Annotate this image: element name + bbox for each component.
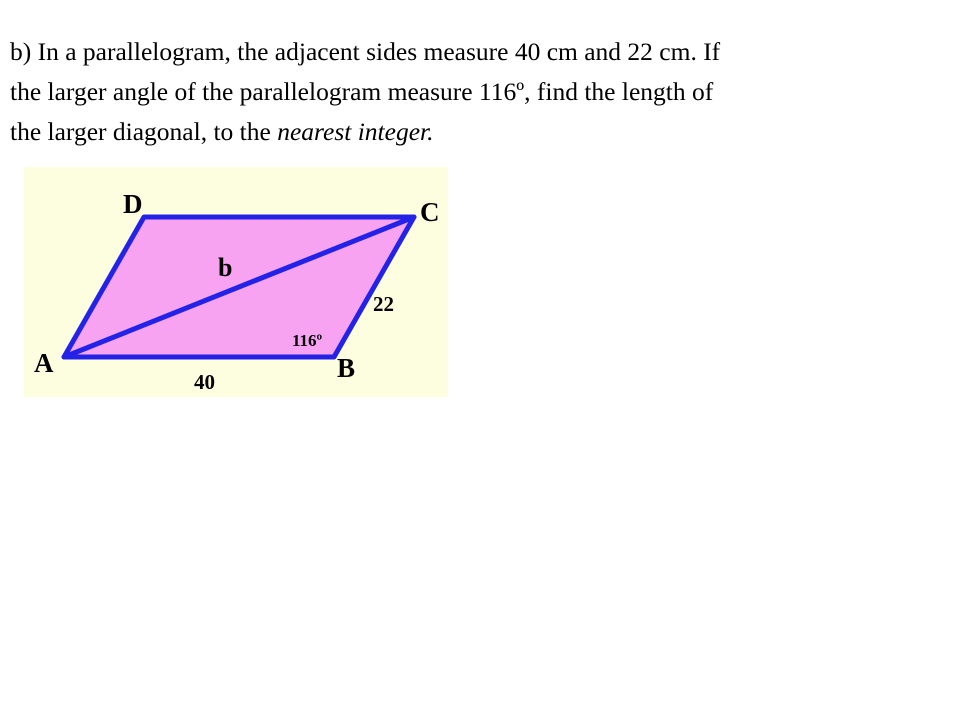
diagonal-label-b: b [218,253,233,282]
problem-line-2: the larger angle of the parallelogram measure 116º, find the length of [10,77,714,106]
vertex-label-b: B [337,353,356,383]
emphasis-nearest-integer: nearest integer. [277,117,434,146]
problem-line-3 [10,112,950,152]
side-label-40: 40 [194,370,215,394]
vertex-label-d: D [123,189,143,219]
parallelogram-figure [24,167,448,397]
problem-line-1: b) In a parallelogram, the adjacent sides measure 40 cm and 22 cm. If [10,37,721,66]
problem-line-3-text: the larger diagonal, to the [10,117,278,146]
problem-statement [10,32,950,152]
parallelogram-diagram [24,167,448,397]
vertex-label-a: A [34,348,54,378]
angle-label-116: 116º [292,331,323,350]
side-label-22: 22 [373,292,394,316]
vertex-label-c: C [420,197,440,227]
